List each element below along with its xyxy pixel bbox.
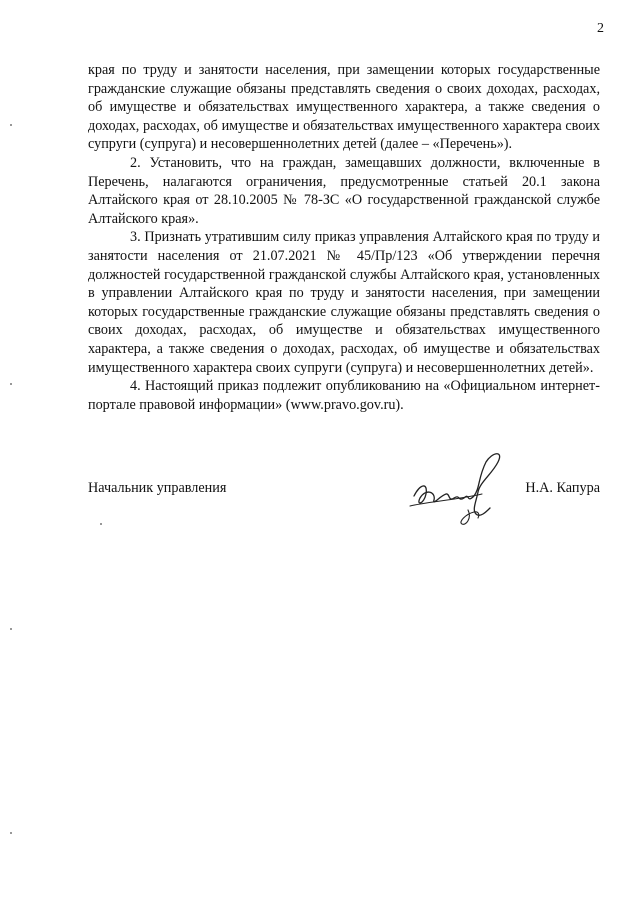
- paragraph-item-3: 3. Признать утратившим силу приказ управления Алтайского края по труду и занятости населения от 21.07.2021 № 45/Пр/123 «Об утверждении перечня должностей государственной гражданской службы Алтайского края, установленных в управлении Алтайского края по труду и занятости населения, при замещении которых государственные гражданские служащие обязаны представлять сведения о своих доходах, расходах, об имуществе и обязательствах имущественного характера, а также сведения о доходах, расходах, об имуществе и обязательствах имущественного характера своих супруги (супруга) и несовершеннолетних детей».: [88, 229, 600, 376]
- document-body: [88, 61, 600, 414]
- scan-artifact-dot: [10, 628, 12, 630]
- signature-block: [88, 478, 600, 538]
- scan-artifact-dot: [10, 832, 12, 834]
- signatory-name: Н.А. Капура: [525, 480, 600, 496]
- paragraph-item-4: 4. Настоящий приказ подлежит опубликованию на «Официальном интернет-портале правовой информации» (www.pravo.gov.ru).: [88, 378, 600, 413]
- paragraph-item-2: 2. Установить, что на граждан, замещавших должности, включенные в Перечень, налагаются ограничения, предусмотренные статьей 20.1 закона Алтайского края от 28.10.2005 № 78-ЗС «О государственной гражданской службе Алтайского края».: [88, 154, 600, 227]
- paragraph-intro-continuation: края по труду и занятости населения, при замещении которых государственные гражданские служащие обязаны представлять сведения о своих доходах, расходах, об имуществе и обязательствах имущественного характера, а также сведения о доходах, расходах, об имуществе и обязательствах имущественного характера своих супруги (супруга) и несовершеннолетних детей (далее – «Перечень»).: [88, 62, 600, 153]
- page-number: 2: [597, 21, 604, 36]
- scan-artifact-dot: [10, 124, 12, 126]
- handwritten-signature: [406, 448, 516, 528]
- signatory-position: Начальник управления: [88, 480, 227, 496]
- scan-artifact-dot: [100, 523, 102, 525]
- scan-artifact-dot: [10, 383, 12, 385]
